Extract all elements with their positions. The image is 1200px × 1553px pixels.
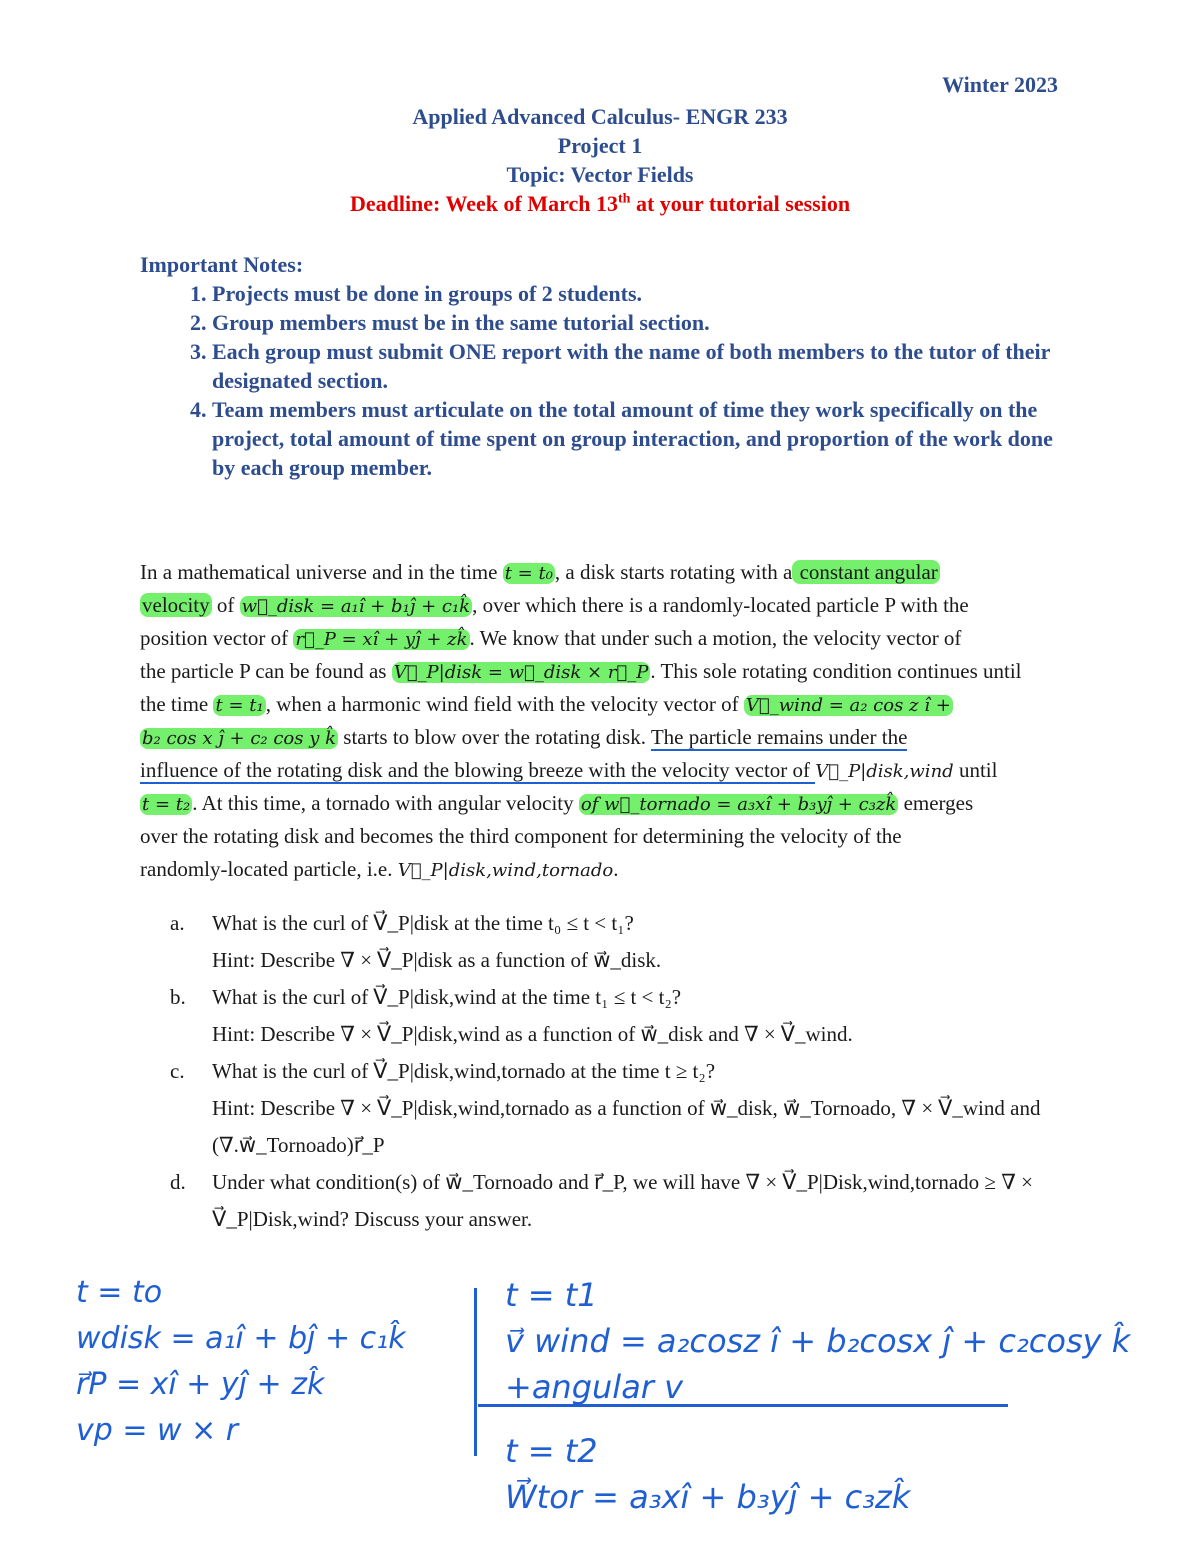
problem-line (140, 688, 1060, 721)
note-item: 3. Each group must submit ONE report with the name of both members to the tutor of their designated section. (212, 337, 1060, 395)
question-hint: Hint: Describe ∇ × V⃗_P|disk as a function of w⃗_disk. (212, 948, 662, 972)
text: the particle P can be found as (140, 659, 392, 683)
text: the time (140, 692, 214, 716)
question-label: c. (170, 1059, 185, 1083)
question-text: What is the curl of V⃗_P|disk,wind,tornado at the time t ≥ t₂? (212, 1059, 716, 1083)
problem-line (140, 622, 1060, 655)
handwriting-line: t = t2 (505, 1432, 598, 1470)
problem-line (140, 556, 1060, 589)
questions-list (170, 905, 1060, 1238)
question-c (170, 1053, 1060, 1164)
math-expr: V⃗_wind = a₂ cos z î + (745, 695, 951, 716)
handwriting-divider-vertical (474, 1288, 477, 1456)
notes-list (140, 279, 1060, 482)
handwritten-notes (0, 1250, 1200, 1553)
handwriting-left (76, 1270, 406, 1454)
deadline (0, 189, 1200, 218)
project-title: Project 1 (557, 133, 643, 158)
text: . At this time, a tornado with angular velocity (192, 791, 579, 815)
question-text: What is the curl of V⃗_P|disk,wind at the time t₁ ≤ t < t₂? (212, 985, 682, 1009)
text: , a disk starts rotating with a (554, 560, 793, 584)
handwriting-line: r⃗P = xî + yĵ + zk̂ (76, 1367, 325, 1402)
handwriting-line: vp = w × r (76, 1413, 239, 1448)
notes-title: Important Notes: (140, 252, 304, 277)
text: . We know that under such a motion, the velocity vector of (469, 626, 962, 650)
topic-title: Topic: Vector Fields (506, 162, 694, 187)
highlight: constant angular (794, 560, 938, 584)
math-expr: w⃗_disk = a₁î + b₁ĵ + c₁k̂ (241, 596, 471, 617)
problem-line (140, 754, 1060, 787)
handwriting-line: v⃗ wind = a₂cosz î + b₂cosx ĵ + c₂cosy k̂ (505, 1322, 1131, 1360)
handwriting-line: t = t1 (505, 1276, 598, 1314)
question-hint: Hint: Describe ∇ × V⃗_P|disk,wind as a function of w⃗_disk and ∇ × V⃗_wind. (212, 1022, 853, 1046)
underline: The particle remains under the (650, 725, 908, 749)
problem-statement (140, 556, 1060, 886)
deadline-text-end: at your tutorial session (630, 191, 851, 216)
handwriting-line: wdisk = a₁î + bĵ + c₁k̂ (76, 1321, 406, 1356)
underline: influence of the rotating disk and the blowing breeze with the velocity vector of (140, 758, 816, 782)
math-expr: b₂ cos x ĵ + c₂ cos y k̂ (142, 728, 337, 749)
document-header (0, 102, 1200, 218)
text: until (953, 758, 998, 782)
deadline-text: Deadline: Week of March 13 (349, 191, 618, 216)
question-text: What is the curl of V⃗_P|disk at the time t₀ ≤ t < t₁? (212, 911, 634, 935)
handwriting-line: t = to (76, 1275, 163, 1310)
question-label: b. (170, 985, 186, 1009)
math-expr: t = t₁ (215, 695, 264, 716)
text: position vector of (140, 626, 294, 650)
course-title: Applied Advanced Calculus- ENGR 233 (412, 104, 788, 129)
question-label: d. (170, 1170, 186, 1194)
text: , when a harmonic wind field with the velocity vector of (265, 692, 744, 716)
deadline-sup: th (618, 191, 631, 207)
question-a (170, 905, 1060, 979)
important-notes (140, 250, 1060, 482)
math-expr: V⃗_P|disk,wind,tornado (397, 860, 614, 881)
math-expr: r⃗_P = xî + yĵ + zk̂ (295, 629, 468, 650)
math-expr: V⃗_P|disk = w⃗_disk × r⃗_P (393, 662, 649, 683)
problem-line (140, 853, 1060, 886)
handwriting-right (505, 1272, 1130, 1520)
note-item: 2. Group members must be in the same tutorial section. (212, 308, 1060, 337)
math-expr: t = t₂ (142, 794, 191, 815)
problem-line (140, 820, 1060, 853)
problem-line (140, 589, 1060, 622)
text: randomly-located particle, i.e. (140, 857, 398, 881)
text: of (211, 593, 240, 617)
handwriting-line: W⃗tor = a₃xî + b₃yĵ + c₃zk̂ (505, 1478, 911, 1516)
question-text: Under what condition(s) of w⃗_Tornoado and r⃗_P, we will have ∇ × V⃗_P|Disk,wind,tornado ≥ ∇ × V⃗_P|Disk,wind? Discuss your answer. (212, 1170, 1033, 1231)
text: . (613, 857, 619, 881)
highlight: velocity (142, 593, 210, 617)
text: emerges (898, 791, 974, 815)
problem-line (140, 721, 1060, 754)
math-expr: V⃗_P|disk,wind (815, 761, 954, 782)
text: starts to blow over the rotating disk. (338, 725, 651, 749)
term-label: Winter 2023 (942, 72, 1058, 97)
note-item: 1. Projects must be done in groups of 2 students. (212, 279, 1060, 308)
question-d (170, 1164, 1060, 1238)
question-hint: Hint: Describe ∇ × V⃗_P|disk,wind,tornado as a function of w⃗_disk, w⃗_Tornoado, ∇ × V⃗_wind and (∇.w⃗_Tornoado)r⃗_P (212, 1096, 1041, 1157)
text: over the rotating disk and becomes the third component for determining the velocity of the (140, 824, 902, 848)
question-label: a. (170, 911, 185, 935)
problem-line (140, 655, 1060, 688)
problem-line (140, 787, 1060, 820)
note-item: 4. Team members must articulate on the total amount of time they work specifically on the project, total amount of time spent on group interaction, and proportion of the work done by each group member. (212, 395, 1060, 482)
math-expr: t = t₀ (504, 563, 553, 584)
handwriting-line: +angular v (505, 1368, 684, 1406)
text: , over which there is a randomly-located particle P with the (472, 593, 969, 617)
text: In a mathematical universe and in the time (140, 560, 503, 584)
text: . This sole rotating condition continues until (650, 659, 1022, 683)
math-expr: of w⃗_tornado = a₃xî + b₃yĵ + c₃zk̂ (580, 794, 897, 815)
question-b (170, 979, 1060, 1053)
